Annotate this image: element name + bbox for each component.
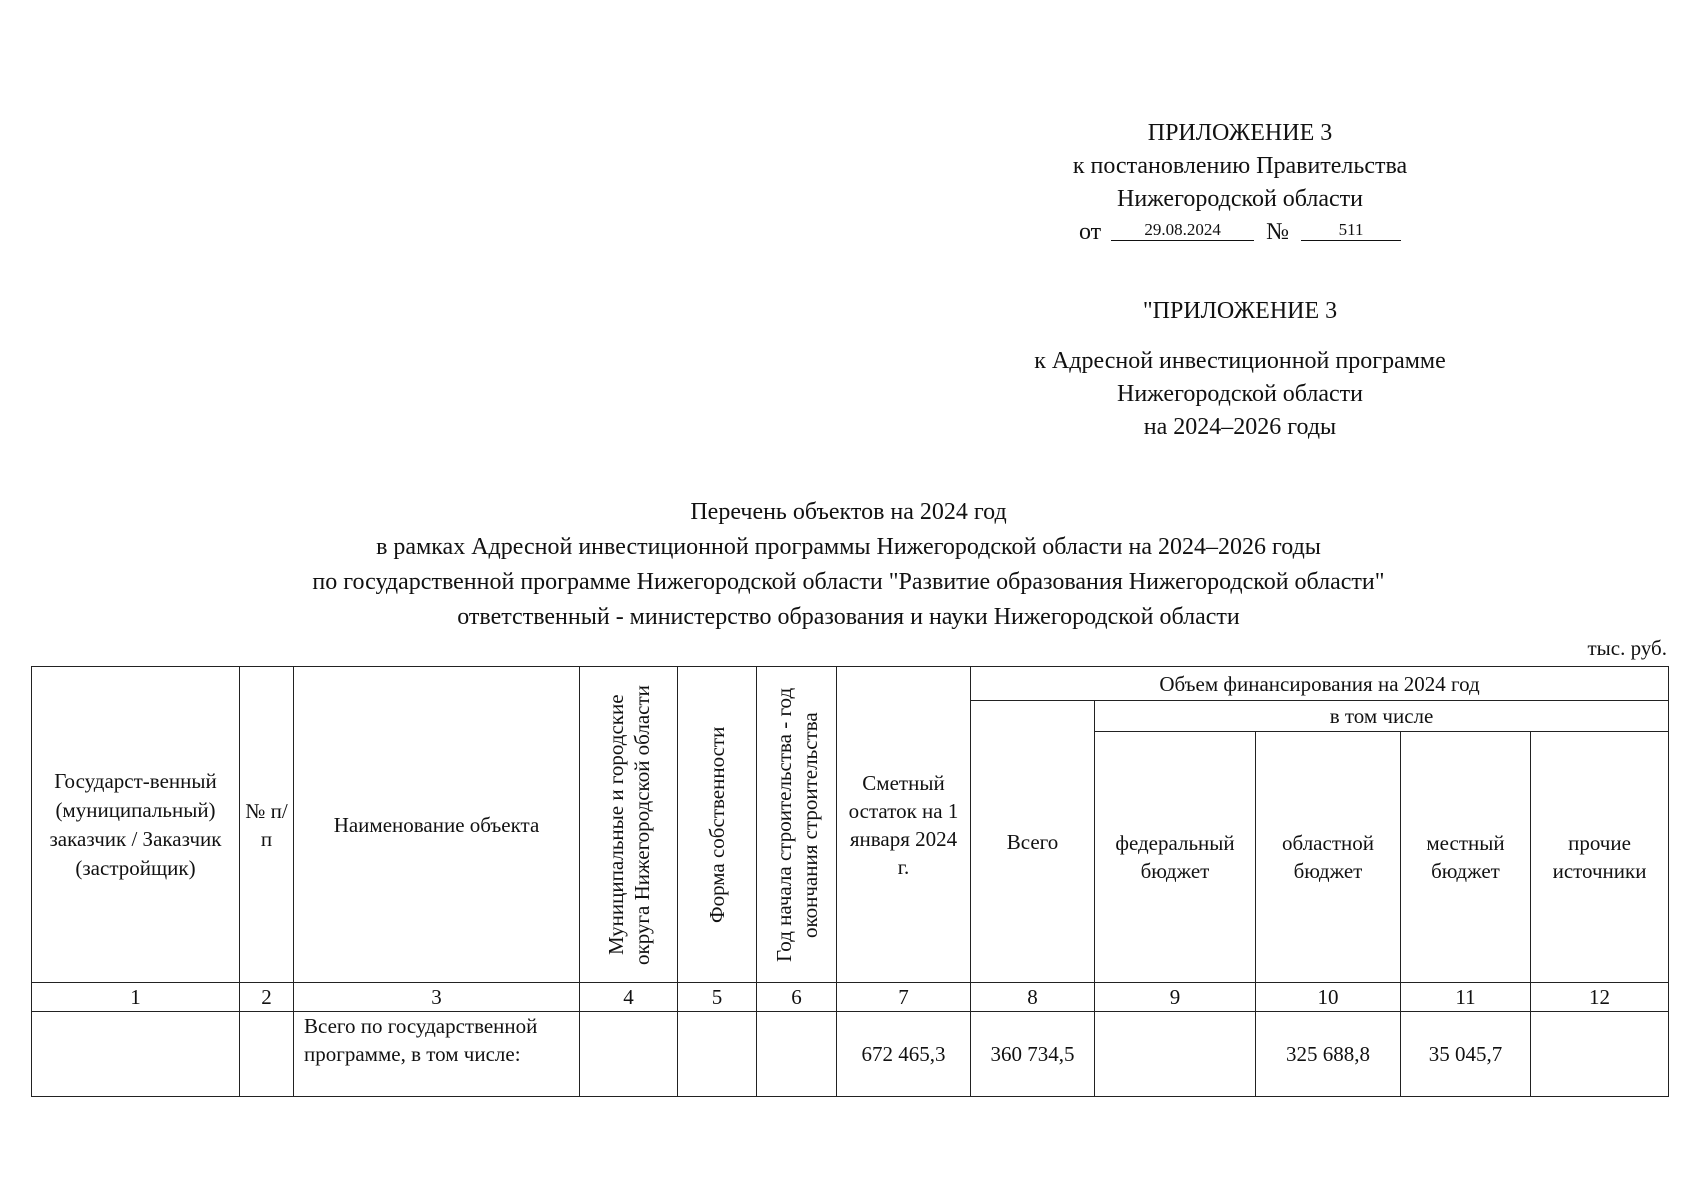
column-numbers-row	[32, 983, 1669, 1012]
title-line4: ответственный - министерство образования и науки Нижегородской области	[457, 604, 1240, 630]
header-years-text: Год начала строительства - год окончания строительства	[771, 687, 822, 962]
header-municipal	[580, 667, 678, 983]
date-number-line	[930, 216, 1550, 249]
column-number: 10	[1256, 983, 1401, 1012]
header-financing: Объем финансирования на 2024 год	[971, 667, 1669, 701]
total-municipal	[580, 1012, 678, 1097]
header-number: № п/п	[240, 667, 294, 983]
column-number: 1	[32, 983, 240, 1012]
resolution-date: 29.08.2024	[1111, 220, 1254, 241]
total-number	[240, 1012, 294, 1097]
column-number: 7	[837, 983, 971, 1012]
appendix2-title: "ПРИЛОЖЕНИЕ 3	[1142, 298, 1338, 324]
title-line2: в рамках Адресной инвестиционной программы Нижегородской области на 2024–2026 годы	[376, 534, 1321, 560]
header-object-name: Наименование объекта	[294, 667, 580, 983]
header-ownership-text: Форма собственности	[705, 726, 729, 923]
total-name: Всего по государственной программе, в том числе:	[294, 1012, 580, 1097]
total-other	[1531, 1012, 1669, 1097]
document-title	[100, 495, 1597, 635]
header-years	[757, 667, 837, 983]
appendix2-block	[930, 345, 1550, 444]
appendix2-line1: к Адресной инвестиционной программе	[1034, 348, 1446, 374]
total-federal	[1095, 1012, 1256, 1097]
number-sign: №	[1266, 219, 1290, 245]
header-total: Всего	[971, 701, 1095, 983]
column-number: 3	[294, 983, 580, 1012]
column-number: 4	[580, 983, 678, 1012]
total-ownership	[678, 1012, 757, 1097]
header-municipal-text: Муниципальные и городские округа Нижегородской области	[603, 684, 654, 965]
column-number: 8	[971, 983, 1095, 1012]
header-customer: Государст-венный (муниципальный) заказчик / Заказчик (застройщик)	[32, 667, 240, 983]
total-local: 35 045,7	[1401, 1012, 1531, 1097]
header-ownership	[678, 667, 757, 983]
title-line3: по государственной программе Нижегородской области "Развитие образования Нижегородской области"	[312, 569, 1385, 595]
resolution-number: 511	[1301, 220, 1401, 241]
total-regional: 325 688,8	[1256, 1012, 1401, 1097]
column-number: 2	[240, 983, 294, 1012]
header-regional: областной бюджет	[1256, 732, 1401, 983]
column-number: 6	[757, 983, 837, 1012]
from-label: от	[1078, 219, 1102, 245]
header-row	[32, 667, 1669, 701]
appendix2-line2: Нижегородской области	[1116, 381, 1364, 407]
appendix-title: ПРИЛОЖЕНИЕ 3	[1147, 120, 1333, 146]
appendix-header	[930, 117, 1550, 249]
financing-table	[31, 666, 1669, 1097]
column-number: 12	[1531, 983, 1669, 1012]
header-federal: федеральный бюджет	[1095, 732, 1256, 983]
total-customer	[32, 1012, 240, 1097]
total-row	[32, 1012, 1669, 1097]
total-estimate: 672 465,3	[837, 1012, 971, 1097]
column-number: 9	[1095, 983, 1256, 1012]
resolution-line: к постановлению Правительства	[1072, 153, 1408, 179]
header-estimate: Сметный остаток на 1 января 2024 г.	[837, 667, 971, 983]
region-line: Нижегородской области	[1116, 186, 1364, 212]
total-total: 360 734,5	[971, 1012, 1095, 1097]
header-local: местный бюджет	[1401, 732, 1531, 983]
column-number: 5	[678, 983, 757, 1012]
total-years	[757, 1012, 837, 1097]
appendix2-line3: на 2024–2026 годы	[1143, 414, 1337, 440]
header-other: прочие источники	[1531, 732, 1669, 983]
title-line1: Перечень объектов на 2024 год	[690, 499, 1007, 525]
header-including: в том числе	[1095, 701, 1669, 732]
units-label: тыс. руб.	[1587, 636, 1667, 660]
column-number: 11	[1401, 983, 1531, 1012]
